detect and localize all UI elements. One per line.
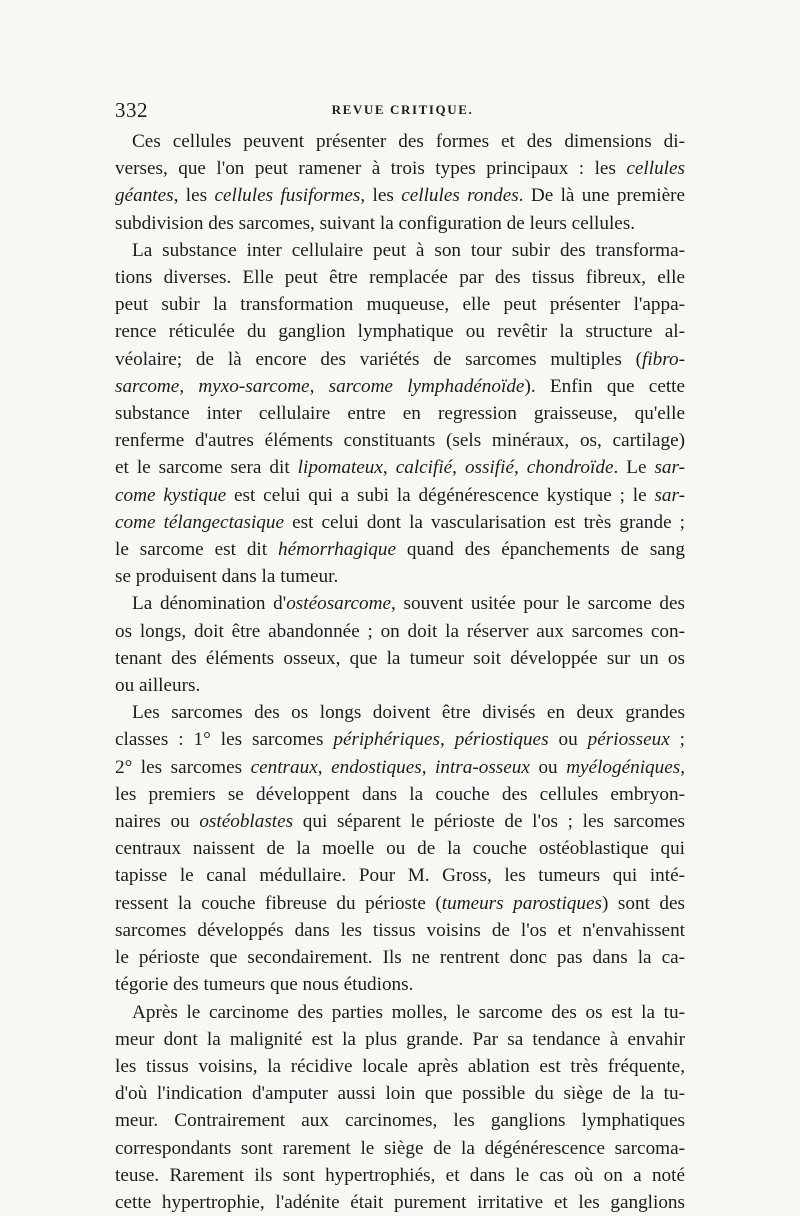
text-line: verses, que l'on peut ramener à trois types principaux : les cellules	[115, 155, 685, 182]
text-line: tenant des éléments osseux, que la tumeur soit développée sur un os	[115, 645, 685, 672]
text-line: sarcomes développés dans les tissus voisins de l'os et n'envahissent	[115, 917, 685, 944]
paragraph-3	[115, 590, 685, 699]
text-line: Ces cellules peuvent présenter des formes et des dimensions di-	[115, 128, 685, 155]
text-line: rence réticulée du ganglion lymphatique ou revêtir la structure al-	[115, 318, 685, 345]
running-head: REVUE CRITIQUE.	[115, 102, 690, 118]
text-line: meur dont la malignité est la plus grande. Par sa tendance à envahir	[115, 1026, 685, 1053]
text-line: géantes, les cellules fusiformes, les cellules rondes. De là une première	[115, 182, 685, 209]
text-line: naires ou ostéoblastes qui séparent le périoste de l'os ; les sarcomes	[115, 808, 685, 835]
text-line: 2° les sarcomes centraux, endostiques, intra-osseux ou myélogéniques,	[115, 754, 685, 781]
text-line: les premiers se développent dans la couche des cellules embryon-	[115, 781, 685, 808]
text-line: os longs, doit être abandonnée ; on doit la réserver aux sarcomes con-	[115, 618, 685, 645]
text-line: cette hypertrophie, l'adénite était purement irritative et les ganglions	[115, 1189, 685, 1216]
text-line: tégorie des tumeurs que nous étudions.	[115, 971, 685, 998]
text-line: le sarcome est dit hémorrhagique quand des épanchements de sang	[115, 536, 685, 563]
text-line: peut subir la transformation muqueuse, elle peut présenter l'appa-	[115, 291, 685, 318]
text-line: et le sarcome sera dit lipomateux, calcifié, ossifié, chondroïde. Le sar-	[115, 454, 685, 481]
text-line: ressent la couche fibreuse du périoste (tumeurs parostiques) sont des	[115, 890, 685, 917]
page-number: 332	[115, 98, 148, 123]
text-line: centraux naissent de la moelle ou de la couche ostéoblastique qui	[115, 835, 685, 862]
text-line: ou ailleurs.	[115, 672, 685, 699]
text-line: Après le carcinome des parties molles, le sarcome des os est la tu-	[115, 999, 685, 1026]
text-line: substance inter cellulaire entre en regression graisseuse, qu'elle	[115, 400, 685, 427]
text-line: d'où l'indication d'amputer aussi loin que possible du siège de la tu-	[115, 1080, 685, 1107]
text-line: se produisent dans la tumeur.	[115, 563, 685, 590]
text-line: tapisse le canal médullaire. Pour M. Gross, les tumeurs qui inté-	[115, 862, 685, 889]
text-line: renferme d'autres éléments constituants (sels minéraux, os, cartilage)	[115, 427, 685, 454]
text-line: sarcome, myxo-sarcome, sarcome lymphadénoïde). Enfin que cette	[115, 373, 685, 400]
text-line: teuse. Rarement ils sont hypertrophiés, et dans le cas où on a noté	[115, 1162, 685, 1189]
text-line: meur. Contrairement aux carcinomes, les ganglions lymphatiques	[115, 1107, 685, 1134]
text-line: tions diverses. Elle peut être remplacée par des tissus fibreux, elle	[115, 264, 685, 291]
text-line: classes : 1° les sarcomes périphériques, périostiques ou périosseux ;	[115, 726, 685, 753]
text-line: Les sarcomes des os longs doivent être divisés en deux grandes	[115, 699, 685, 726]
text-line: La substance inter cellulaire peut à son tour subir des transforma-	[115, 237, 685, 264]
text-line: les tissus voisins, la récidive locale après ablation est très fréquente,	[115, 1053, 685, 1080]
text-line: La dénomination d'ostéosarcome, souvent usitée pour le sarcome des	[115, 590, 685, 617]
paragraph-4	[115, 699, 685, 998]
text-line: correspondants sont rarement le siège de la dégénérescence sarcoma-	[115, 1135, 685, 1162]
text-line: come kystique est celui qui a subi la dégénérescence kystique ; le sar-	[115, 482, 685, 509]
paragraph-1	[115, 128, 685, 237]
body-text	[115, 128, 685, 1216]
paragraph-2	[115, 237, 685, 591]
text-line: véolaire; de là encore des variétés de sarcomes multiples (fibro-	[115, 346, 685, 373]
text-line: subdivision des sarcomes, suivant la configuration de leurs cellules.	[115, 210, 685, 237]
text-line: come télangectasique est celui dont la vascularisation est très grande ;	[115, 509, 685, 536]
text-line: le périoste que secondairement. Ils ne rentrent donc pas dans la ca-	[115, 944, 685, 971]
page-header	[115, 98, 690, 124]
paragraph-5	[115, 999, 685, 1216]
